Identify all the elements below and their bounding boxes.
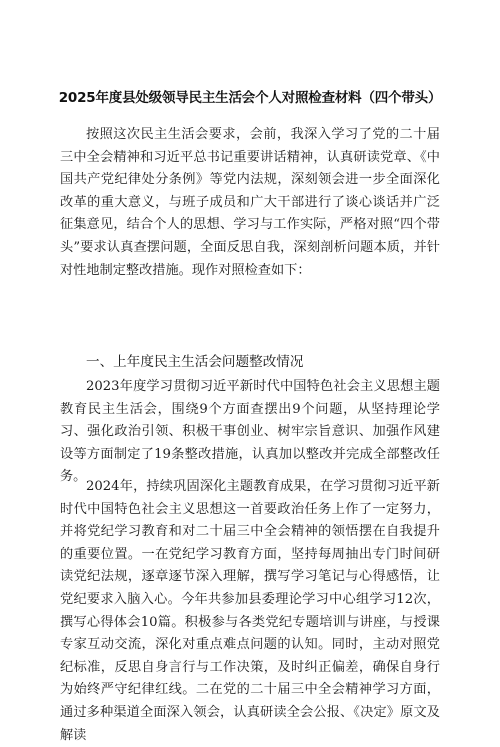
- intro-paragraph: 按照这次民主生活会要求，会前，我深入学习了党的二十届三中全会精神和习近平总书记重要讲话精神，认真研读党章、《中国共产党纪律处分条例》等党内法规，深刻领会进一步全面深化改革的重大意义，与班子成员和广大干部进行了谈心谈话并广泛征集意见，结合个人的思想、学习与工作实际，严格对照“四个带头”要求认真查摆问题，全面反思自我，深刻剖析问题本质，并针对性地制定整改措施。现作对照检查如下：: [60, 127, 440, 278]
- section-heading: 一、上年度民主生活会问题整改情况: [86, 354, 304, 370]
- paragraph-2024-progress: 2024年，持续巩固深化主题教育成果，在学习贯彻习近平新时代中国特色社会主义思想这一首要政治任务上作了一定努力，并将党纪学习教育和对二十届三中全会精神的领悟摆在自我提升的重要位置。一在党纪学习教育方面，坚持每周抽出专门时间研读党纪法规，逐章逐节深入理解，撰写学习笔记与心得感悟，让党纪要求入脑入心。今年共参加县委理论学习中心组学习12次，撰写心得体会10篇。积极参与各类党纪专题培训与讲座，与授课专家互动交流，深化对重点难点问题的认知。同时，主动对照党纪标准，反思自身言行与工作决策，及时纠正偏差，确保自身行为始终严守纪律红线。二在党的二十届三中全会精神学习方面，通过多种渠道全面深入领会，认真研读全会公报、《决定》原文及解读: [60, 479, 440, 743]
- document-title: 2025年度县处级领导民主生活会个人对照检查材料（四个带头）: [58, 90, 442, 106]
- paragraph-2023-rectification: 2023年度学习贯彻习近平新时代中国特色社会主义思想主题教育民主生活会，围绕9个方面查摆出9个问题，从坚持理论学习、强化政治引领、积极干事创业、树牢宗旨意识、加强作风建设等方面制定了19条整改措施，认真加以整改并完成全部整改任务。: [60, 379, 440, 485]
